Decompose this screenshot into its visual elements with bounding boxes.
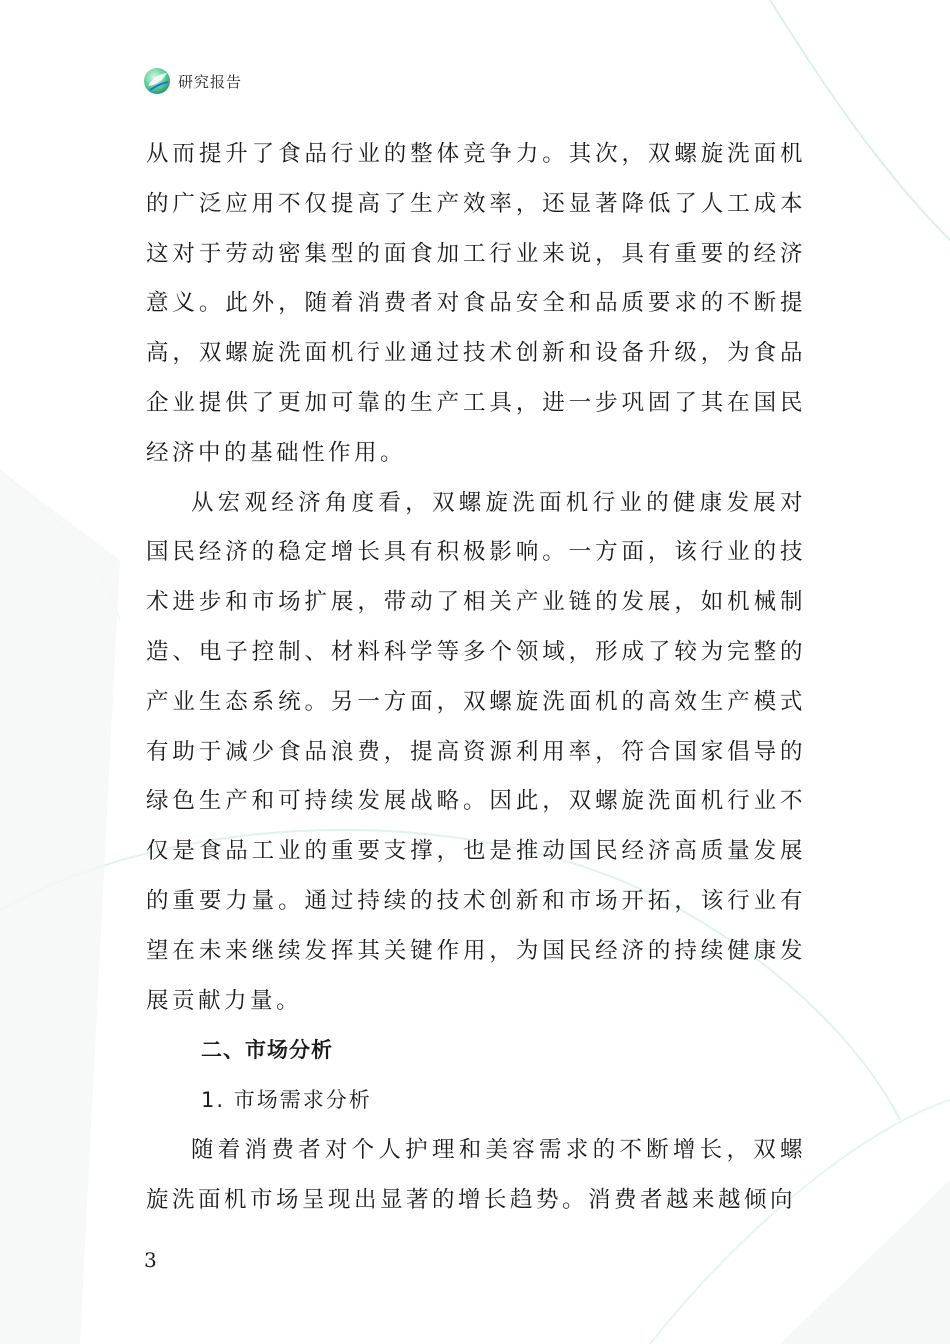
logo-icon <box>142 66 172 96</box>
page-number: 3 <box>144 1248 157 1272</box>
header-label: 研究报告 <box>178 72 243 91</box>
report-header <box>142 66 242 96</box>
document-body <box>146 130 806 1226</box>
section-heading: 二、市场分析 <box>201 1038 333 1063</box>
subsection-heading: 1. 市场需求分析 <box>201 1088 372 1113</box>
paragraph: 随着消费者对个人护理和美容需求的不断增长，双螺旋洗面机市场呈现出显著的增长趋势。消费者越来越倾向 <box>146 1136 806 1213</box>
paragraph: 从而提升了食品行业的整体竞争力。其次，双螺旋洗面机的广泛应用不仅提高了生产效率，还显著降低了人工成本这对于劳动密集型的面食加工行业来说，具有重要的经济意义。此外，随着消费者对食品安全和品质要求的不断提高，双螺旋洗面机行业通过技术创新和设备升级，为食品企业提供了更加可靠的生产工具，进一步巩固了其在国民经济中的基础性作用。 <box>146 141 806 466</box>
paragraph: 从宏观经济角度看，双螺旋洗面机行业的健康发展对国民经济的稳定增长具有积极影响。一方面，该行业的技术进步和市场扩展，带动了相关产业链的发展，如机械制造、电子控制、材料科学等多个领域，形成了较为完整的产业生态系统。另一方面，双螺旋洗面机的高效生产模式有助于减少食品浪费，提高资源利用率，符合国家倡导的绿色生产和可持续发展战略。因此，双螺旋洗面机行业不仅是食品工业的重要支撑，也是推动国民经济高质量发展的重要力量。通过持续的技术创新和市场开拓，该行业有望在未来继续发挥其关键作用，为国民经济的持续健康发展贡献力量。 <box>146 489 806 1014</box>
